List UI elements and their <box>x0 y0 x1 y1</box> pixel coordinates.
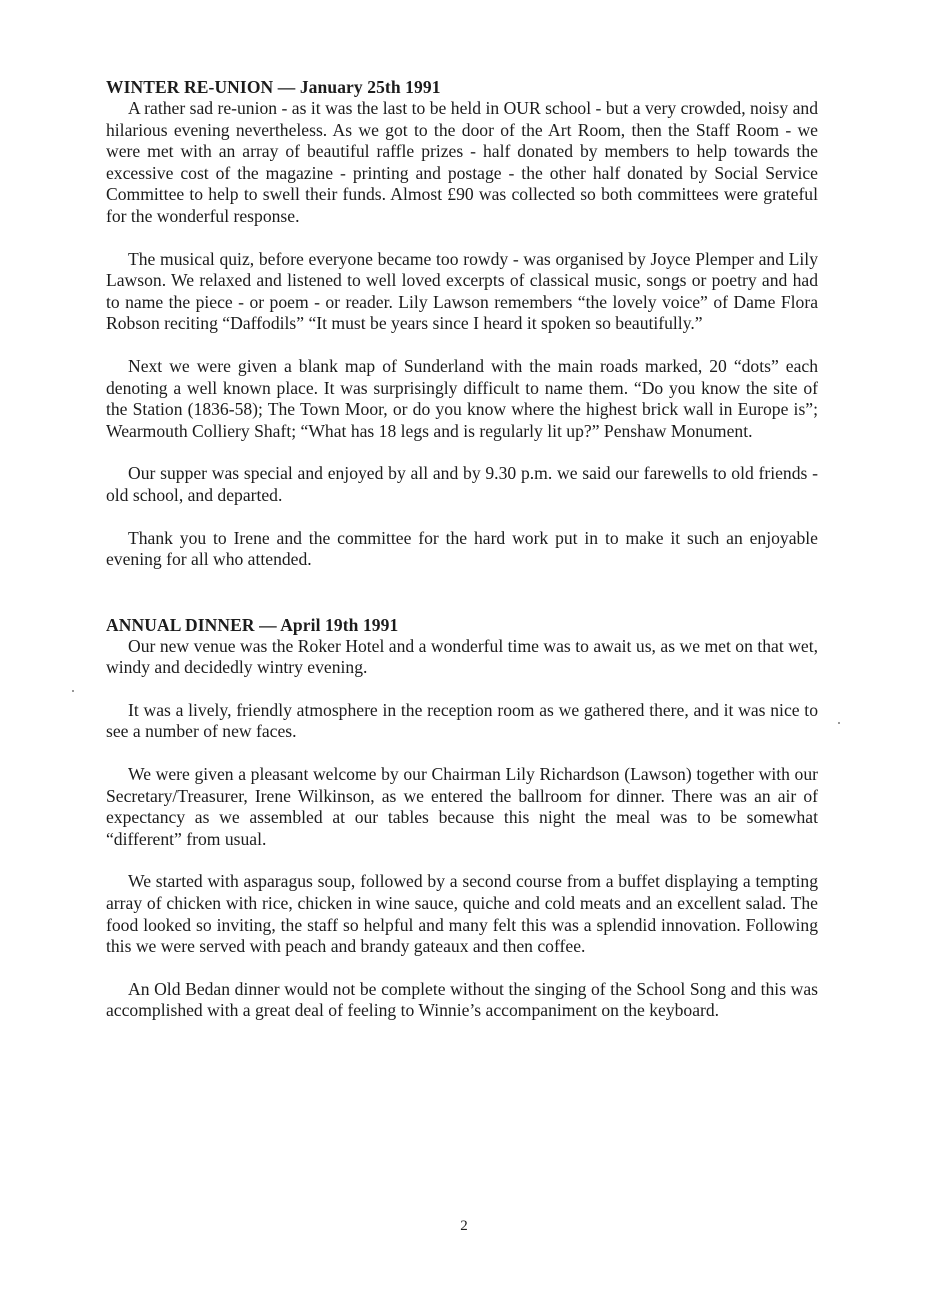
paragraph: We were given a pleasant welcome by our Chairman Lily Richardson (Lawson) together with our Secretary/Treasurer, Irene Wilkinson, as we entered the ballroom for dinner. There was an air of expectancy as we assembled at our tables because this night the meal was to be somewhat “different” from usual. <box>106 764 818 849</box>
paragraph: We started with asparagus soup, followed by a second course from a buffet displaying a tempting array of chicken with rice, chicken in wine sauce, quiche and cold meats and an excellent salad. The food looked so inviting, the staff so helpful and many felt this was a splendid innovation. Following this we were served with peach and brandy gateaux and then coffee. <box>106 871 818 957</box>
scan-speck <box>838 722 840 724</box>
paragraph: Thank you to Irene and the committee for the hard work put in to make it such an enjoyable evening for all who attended. <box>106 527 818 570</box>
paragraph: Our supper was special and enjoyed by all and by 9.30 p.m. we said our farewells to old friends - old school, and departed. <box>106 463 818 505</box>
paragraph: It was a lively, friendly atmosphere in the reception room as we gathered there, and it was nice to see a number of new faces. <box>106 699 818 742</box>
paragraph-spacer <box>106 958 818 979</box>
section-spacer <box>106 571 818 614</box>
section-heading-annual-dinner: ANNUAL DINNER — April 19th 1991 <box>106 614 399 635</box>
article-body <box>106 76 818 1022</box>
scan-speck <box>72 690 74 692</box>
paragraph: A rather sad re-union - as it was the last to be held in OUR school - but a very crowded, noisy and hilarious evening nevertheless. As we got to the door of the Art Room, then the Staff Room - we were met with an array of beautiful raffle prizes - half donated by members to help towards the excessive cost of the magazine - printing and postage - the other half donated by Social Service Committee to help to swell their funds. Almost £90 was collected so both committees were grateful for the wonderful response. <box>106 98 818 226</box>
paragraph: Our new venue was the Roker Hotel and a wonderful time was to await us, as we met on that wet, windy and decidedly wintry evening. <box>106 635 818 678</box>
paragraph-spacer <box>106 850 818 871</box>
paragraph-spacer <box>106 507 818 528</box>
section-heading-winter-reunion: WINTER RE-UNION — January 25th 1991 <box>106 77 441 97</box>
paragraph-spacer <box>106 679 818 700</box>
paragraph-spacer <box>106 335 818 356</box>
paragraph: An Old Bedan dinner would not be complete without the singing of the School Song and this was accomplished with a great deal of feeling to Winnie’s accompaniment on the keyboard. <box>106 978 818 1021</box>
paragraph-spacer <box>106 228 818 249</box>
paragraph: The musical quiz, before everyone became too rowdy - was organised by Joyce Plemper and Lily Lawson. We relaxed and listened to well loved excerpts of classical music, songs or poetry and had to name the piece - or poem - or reader. Lily Lawson remembers “the lovely voice” of Dame Flora Robson reciting “Daffodils” “It must be years since I heard it spoken so beautifully.” <box>106 248 818 334</box>
paragraph-spacer <box>106 743 818 764</box>
paragraph-spacer <box>106 442 818 463</box>
page-number: 2 <box>460 1218 468 1234</box>
paragraph: Next we were given a blank map of Sunderland with the main roads marked, 20 “dots” each denoting a well known place. It was surprisingly difficult to name them. “Do you know the site of the Station (1836-58); The Town Moor, or do you know where the highest brick wall in Europe is”; Wearmouth Colliery Shaft; “What has 18 legs and is regularly lit up?” Penshaw Monument. <box>106 355 818 441</box>
